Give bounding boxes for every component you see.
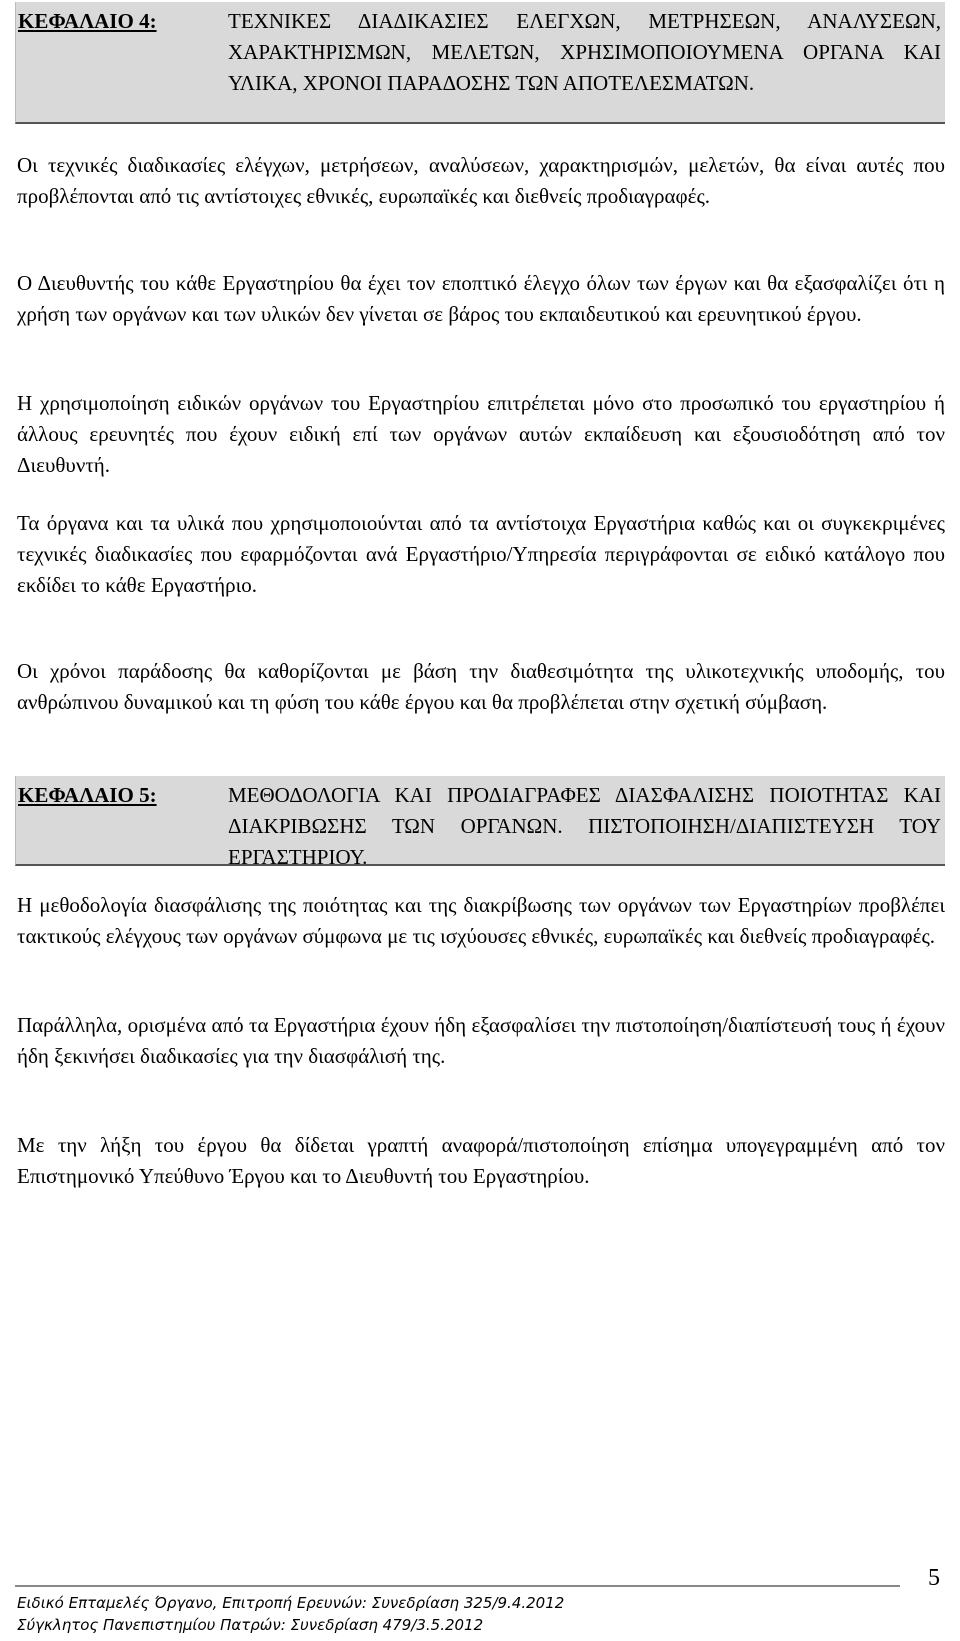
chapter-4-heading	[15, 2, 945, 124]
paragraph: Η χρησιμοποίηση ειδικών οργάνων του Εργαστηρίου επιτρέπεται μόνο στο προσωπικό του εργαστηρίου ή άλλους ερευνητές που έχουν ειδική επί των οργάνων αυτών εκπαίδευση και εξουσιοδότηση από τον Διευθυντή.	[17, 391, 945, 477]
chapter-4-label: ΚΕΦΑΛΑΙΟ 4:	[18, 9, 157, 33]
paragraph: Οι χρόνοι παράδοσης θα καθορίζονται με βάση την διαθεσιμότητα της υλικοτεχνικής υποδομής, του ανθρώπινου δυναμικού και τη φύση του κάθε έργου και θα προβλέπεται στην σχετική σύμβαση.	[17, 659, 945, 714]
paragraph: Οι τεχνικές διαδικασίες ελέγχων, μετρήσεων, αναλύσεων, χαρακτηρισμών, μελετών, θα είναι αυτές που προβλέπονται από τις αντίστοιχες εθνικές, ευρωπαϊκές και διεθνείς προδιαγραφές.	[17, 153, 945, 208]
footer-senate-line: Σύγκλητος Πανεπιστημίου Πατρών: Συνεδρίαση 479/3.5.2012	[17, 1616, 484, 1634]
footer-divider	[15, 1585, 900, 1587]
paragraph: Παράλληλα, ορισμένα από τα Εργαστήρια έχουν ήδη εξασφαλίσει την πιστοποίηση/διαπίστευσή τους ή έχουν ήδη ξεκινήσει διαδικασίες για την διασφάλισή της.	[17, 1013, 945, 1068]
chapter-5-label: ΚΕΦΑΛΑΙΟ 5:	[18, 783, 157, 807]
chapter-4-title: ΤΕΧΝΙΚΕΣ ΔΙΑΔΙΚΑΣΙΕΣ ΕΛΕΓΧΩΝ, ΜΕΤΡΗΣΕΩΝ, ΑΝΑΛΥΣΕΩΝ, ΧΑΡΑΚΤΗΡΙΣΜΩΝ, ΜΕΛΕΤΩΝ, ΧΡΗΣΙΜΟΠΟΙΟΥΜΕΝΑ ΟΡΓΑΝΑ ΚΑΙ ΥΛΙΚΑ, ΧΡΟΝΟΙ ΠΑΡΑΔΟΣΗΣ ΤΩΝ ΑΠΟΤΕΛΕΣΜΑΤΩΝ.	[228, 9, 941, 95]
footer-committee-line: Ειδικό Επταμελές Όργανο, Επιτροπή Ερευνών: Συνεδρίαση 325/9.4.2012	[17, 1594, 565, 1612]
chapter-5-heading	[15, 776, 945, 869]
chapter-5-title: ΜΕΘΟΔΟΛΟΓΙΑ ΚΑΙ ΠΡΟΔΙΑΓΡΑΦΕΣ ΔΙΑΣΦΑΛΙΣΗΣ ΠΟΙΟΤΗΤΑΣ ΚΑΙ ΔΙΑΚΡΙΒΩΣΗΣ ΤΩΝ ΟΡΓΑΝΩΝ. ΠΙΣΤΟΠΟΙΗΣΗ/ΔΙΑΠΙΣΤΕΥΣΗ ΤΟΥ ΕΡΓΑΣΤΗΡΙΟΥ.	[228, 783, 941, 869]
paragraph: Με την λήξη του έργου θα δίδεται γραπτή αναφορά/πιστοποίηση επίσημα υπογεγραμμένη από τον Επιστημονικό Υπεύθυνο Έργου και το Διευθυντή του Εργαστηρίου.	[17, 1133, 945, 1188]
page-number: 5	[928, 1565, 940, 1591]
paragraph: Τα όργανα και τα υλικά που χρησιμοποιούνται από τα αντίστοιχα Εργαστήρια καθώς και οι συγκεκριμένες τεχνικές διαδικασίες που εφαρμόζονται ανά Εργαστήριο/Υπηρεσία περιγράφονται σε ειδικό κατάλογο που εκδίδει το κάθε Εργαστήριο.	[17, 511, 945, 597]
paragraph: Η μεθοδολογία διασφάλισης της ποιότητας και της διακρίβωσης των οργάνων των Εργαστηρίων προβλέπει τακτικούς ελέγχους των οργάνων σύμφωνα με τις ισχύουσες εθνικές, ευρωπαϊκές και διεθνείς προδιαγραφές.	[17, 893, 945, 948]
paragraph: Ο Διευθυντής του κάθε Εργαστηρίου θα έχει τον εποπτικό έλεγχο όλων των έργων και θα εξασφαλίζει ότι η χρήση των οργάνων και των υλικών δεν γίνεται σε βάρος του εκπαιδευτικού και ερευνητικού έργου.	[17, 271, 945, 326]
